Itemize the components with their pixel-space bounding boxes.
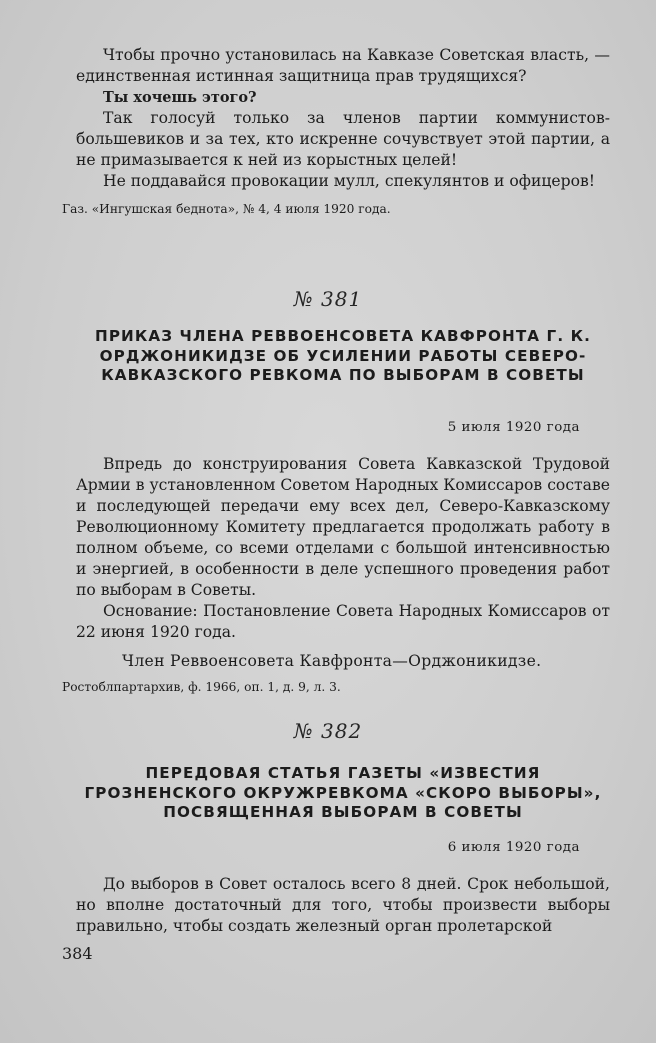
intro-question: Ты хочешь этого?: [103, 89, 257, 106]
doc-381-source: Ростоблпартархив, ф. 1966, оп. 1, д. 9, л. 3.: [62, 680, 341, 694]
doc-381-date: 5 июля 1920 года: [447, 420, 580, 435]
doc-381-paragraph-1: Впредь до конструирования Совета Кавказской Трудовой Армии в установленном Советом Народных Комиссаров составе и последующей передачи ему всех дел, Северо-Кавказскому Революционному Комитету предлагается продолжать работу в полном объеме, со всеми отделами с большой интенсивностью и энергией, в особенности в деле успешного проведения работ по выборам в Советы.: [76, 455, 610, 599]
doc-382-paragraph-1: До выборов в Совет осталось всего 8 дней. Срок небольшой, но вполне достаточный для того, чтобы произвести выборы правильно, чтобы создать железный орган пролетарской: [76, 875, 610, 935]
intro-section: [62, 45, 610, 217]
intro-source: Газ. «Ингушская беднота», № 4, 4 июля 1920 года.: [62, 202, 391, 216]
intro-paragraph-4: Не поддавайся провокации мулл, спекулянтов и офицеров!: [103, 172, 596, 190]
doc-381-body: [62, 454, 610, 695]
intro-paragraph-3: Так голосуй только за членов партии коммунистов-большевиков и за тех, кто искренне сочувствует этой партии, а не примазывается к ней из корыстных целей!: [76, 109, 610, 169]
doc-381-signature: Член Реввоенсовета Кавфронта—Орджоникидзе.: [122, 652, 542, 670]
doc-382-number: № 382: [293, 719, 363, 743]
intro-paragraph-1: Чтобы прочно установилась на Кавказе Советская власть, — единственная истинная защитница прав трудящихся?: [76, 46, 610, 85]
doc-382-body: [76, 874, 610, 937]
doc-381-basis: Основание: Постановление Совета Народных Комиссаров от 22 июня 1920 года.: [76, 602, 610, 641]
doc-381-title: ПРИКАЗ ЧЛЕНА РЕВВОЕНСОВЕТА КАВФРОНТА Г. К. ОРДЖОНИКИДЗЕ ОБ УСИЛЕНИИ РАБОТЫ СЕВЕРО-КАВКАЗСКОГО РЕВКОМА ПО ВЫБОРАМ В СОВЕТЫ: [95, 327, 591, 384]
doc-381-number: № 381: [293, 287, 363, 311]
doc-382-date: 6 июля 1920 года: [447, 840, 580, 855]
page-number: 384: [62, 944, 93, 963]
doc-382-title: ПЕРЕДОВАЯ СТАТЬЯ ГАЗЕТЫ «ИЗВЕСТИЯ ГРОЗНЕНСКОГО ОКРУЖРЕВКОМА «СКОРО ВЫБОРЫ», ПОСВЯЩЕННАЯ ВЫБОРАМ В СОВЕТЫ: [84, 764, 602, 821]
